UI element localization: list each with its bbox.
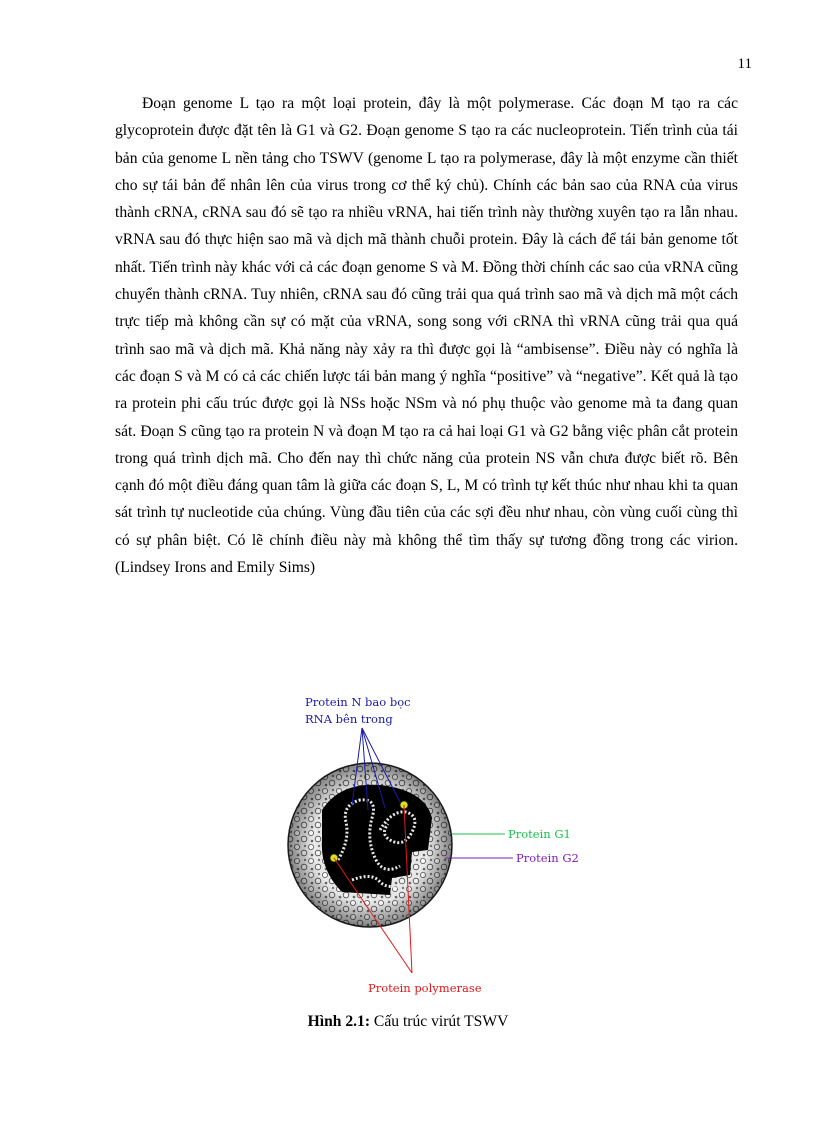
figure-caption — [0, 1013, 816, 1031]
label-protein-g2: Protein G2 — [516, 851, 579, 865]
page-number: 11 — [737, 56, 752, 72]
figure-caption-number: Hình 2.1: — [307, 1013, 371, 1030]
body-paragraph: Đoạn genome L tạo ra một loại protein, đây là một polymerase. Các đoạn M tạo ra các glycoprotein được đặt tên là G1 và G2. Đoạn genome S tạo ra các nucleoprotein. Tiến trình của tái bản của genome L nền tảng cho TSWV (genome L tạo ra polymerase, đây là một enzyme cần thiết cho sự tái bản để nhân lên của virus trong cơ thể ký chủ). Chính các bản sao của RNA của virus thành cRNA, cRNA sau đó sẽ tạo ra nhiều vRNA, hai tiến trình này thường xuyên tạo ra lẫn nhau. vRNA sau đó thực hiện sao mã và dịch mã thành chuỗi protein. Đây là cách để tái bản genome tốt nhất. Tiến trình này khác với cả các đoạn genome S và M. Đồng thời chính các sao của vRNA cũng chuyển thành cRNA. Tuy nhiên, cRNA sau đó cũng trải qua quá trình sao mã và dịch mã một cách trực tiếp mà không cần sự có mặt của vRNA, song song với cRNA thì vRNA cũng trải qua quá trình sao mã và dịch mã. Khả năng này xảy ra thì được gọi là “ambisense”. Điều này có nghĩa là các đoạn S và M có cả các chiến lược tái bản mang ý nghĩa “positive” và “negative”. Kết quả là tạo ra protein phi cấu trúc được gọi là NSs hoặc NSm và nó phụ thuộc vào genome mà ta đang quan sát. Đoạn S cũng tạo ra protein N và đoạn M tạo ra cả hai loại G1 và G2 bằng việc phân cắt protein trong quá trình dịch mã. Cho đến nay thì chức năng của protein NS vẫn chưa được biết rõ. Bên cạnh đó một điều đáng quan tâm là giữa các đoạn S, L, M có trình tự kết thúc như nhau khi ta quan sát trình tự nucleotide của chúng. Vùng đầu tiên của các sợi đều như nhau, còn vùng cuối cùng thì có sự phân biệt. Có lẽ chính điều này mà không thể tìm thấy sự tương đồng trong các virion. (Lindsey Irons and Emily Sims) — [115, 95, 738, 577]
figure-caption-text: Cấu trúc virút TSWV — [370, 1013, 509, 1030]
label-protein-n-line1: Protein N bao bọc — [305, 695, 411, 709]
label-protein-g1: Protein G1 — [508, 827, 571, 841]
tswv-structure-figure — [280, 690, 600, 1005]
label-protein-n-line2: RNA bên trong — [305, 712, 393, 726]
virus-diagram — [280, 690, 600, 1005]
label-protein-polymerase: Protein polymerase — [368, 981, 482, 995]
